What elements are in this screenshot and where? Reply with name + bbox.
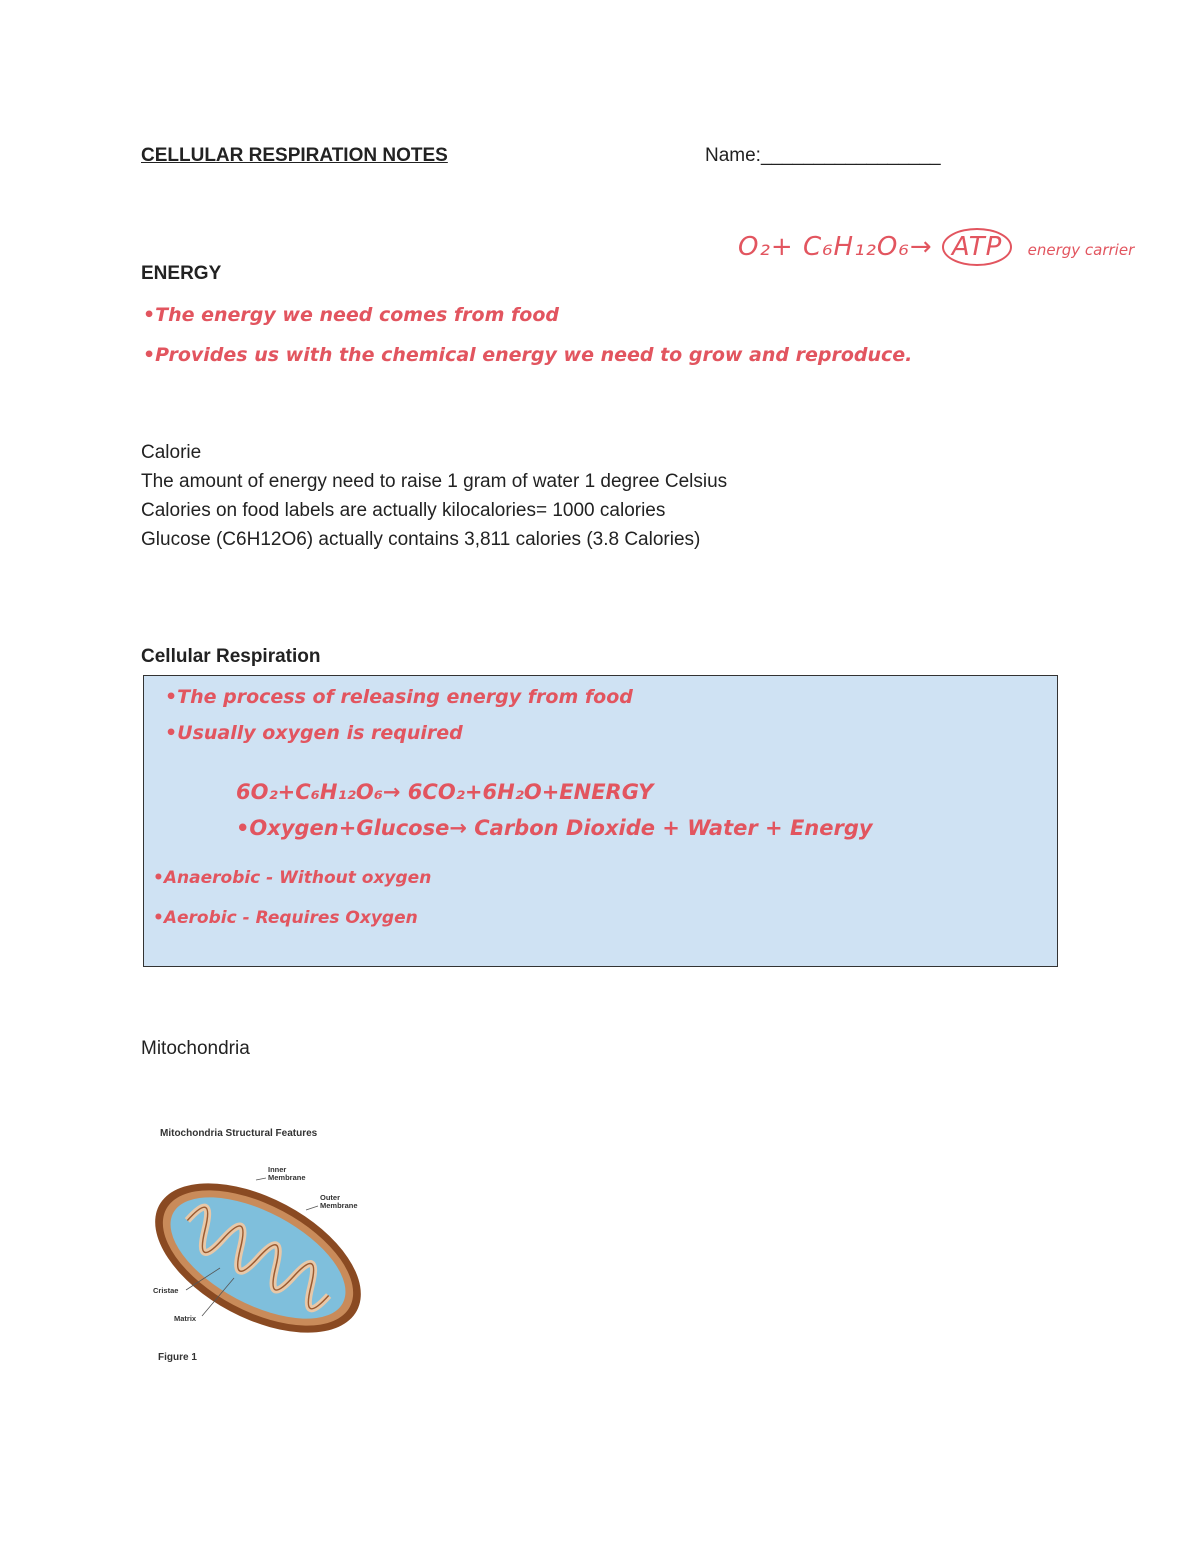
energy-heading: ENERGY [141,263,222,284]
equation-atp: ATP [942,228,1012,266]
cr-note-anaerobic: •Anaerobic - Without oxygen [153,868,432,888]
equation-o2: O₂+ [738,232,794,262]
energy-note: •The energy we need comes from food [143,304,559,326]
cr-equation: 6O₂+C₆H₁₂O₆→ 6CO₂+6H₂O+ENERGY [236,780,654,804]
calorie-line: Glucose (C6H12O6) actually contains 3,811 calories (3.8 Calories) [141,529,701,550]
handwritten-equation [738,232,1134,262]
calorie-term: Calorie [141,442,202,463]
page-title: CELLULAR RESPIRATION NOTES [141,145,448,166]
mitochondria-figure [138,1118,378,1368]
calorie-definition: The amount of energy need to raise 1 gram of water 1 degree Celsius [141,471,728,492]
equation-glucose: C₆H₁₂O₆→ [802,232,933,262]
calorie-line: Calories on food labels are actually kilocalories= 1000 calories [141,500,666,521]
figure-caption: Figure 1 [158,1352,197,1363]
label-cristae: Cristae [153,1286,179,1295]
cr-note: •Usually oxygen is required [165,722,463,744]
label-matrix: Matrix [174,1314,197,1323]
cellular-respiration-heading: Cellular Respiration [141,646,321,667]
figure-title: Mitochondria Structural Features [160,1128,318,1139]
equation-suffix: energy carrier [1027,241,1135,259]
cr-word-equation: •Oxygen+Glucose→ Carbon Dioxide + Water + Energy [236,816,873,840]
mitochondria-label: Mitochondria [141,1038,250,1059]
cr-note: •The process of releasing energy from food [165,686,633,708]
name-field-label: Name:_________________ [705,145,941,166]
energy-note: •Provides us with the chemical energy we need to grow and reproduce. [143,344,913,366]
cr-note-aerobic: •Aerobic - Requires Oxygen [153,908,418,928]
label-inner-membrane: Inner Membrane [268,1165,306,1182]
label-outer-membrane: Outer Membrane [320,1193,358,1210]
